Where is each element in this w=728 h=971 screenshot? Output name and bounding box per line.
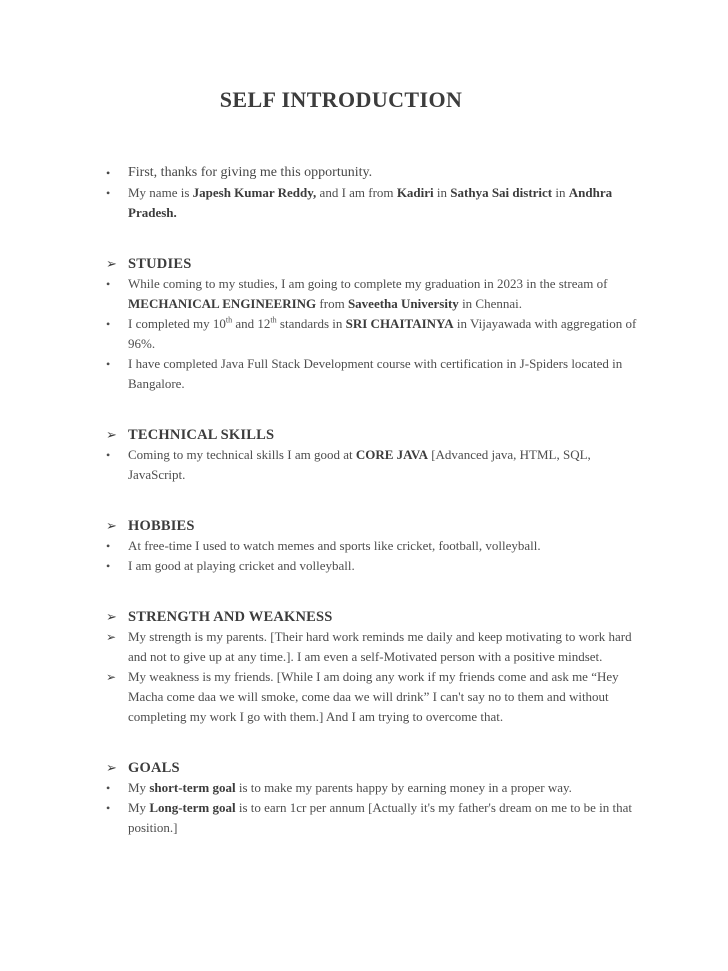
- dot-bullet-icon: •: [106, 539, 111, 553]
- list-item: [106, 163, 651, 183]
- list-item: [106, 183, 651, 223]
- section-heading-label: STUDIES: [128, 256, 192, 272]
- section-goals: [106, 758, 651, 838]
- dot-bullet-icon: •: [106, 781, 111, 795]
- document-content: [106, 163, 651, 838]
- section-heading: [106, 607, 651, 627]
- document-title: SELF INTRODUCTION: [219, 87, 463, 112]
- arrow-bullet-icon: ➢: [106, 760, 117, 775]
- text-segment: I have completed Java Full Stack Development course with certification in J-Spiders located in Bangalore.: [128, 356, 623, 391]
- text-segment: Kadiri: [396, 185, 434, 200]
- text-segment: in Chennai.: [458, 296, 522, 311]
- text-segment: and 12: [232, 316, 271, 331]
- text-segment: is to earn 1cr per annum [Actually it's my father's dream on me to be in that position.]: [128, 800, 632, 835]
- item-text: [128, 556, 645, 576]
- dot-bullet-icon: •: [106, 317, 111, 331]
- intro-list: [106, 163, 651, 223]
- list-item: [106, 354, 651, 394]
- section-heading-label: STRENGTH AND WEAKNESS: [128, 609, 333, 625]
- item-text: [128, 778, 645, 798]
- dot-bullet-icon: •: [106, 559, 111, 573]
- text-segment: th: [225, 315, 233, 325]
- section-studies: [106, 254, 651, 394]
- text-segment: Japesh Kumar Reddy,: [192, 185, 317, 200]
- text-segment: My name is: [128, 185, 193, 200]
- list-item: [106, 536, 651, 556]
- arrow-bullet-icon: ➢: [106, 518, 117, 533]
- section-hobbies: [106, 516, 651, 576]
- section-heading: [106, 758, 651, 778]
- text-segment: SRI CHAITAINYA: [345, 316, 454, 331]
- list-item: [106, 314, 651, 354]
- section-heading-label: GOALS: [128, 760, 180, 776]
- arrow-bullet-icon: ➢: [106, 427, 117, 442]
- text-segment: I am good at playing cricket and volleyball.: [128, 558, 355, 573]
- text-segment: [Advanced java, HTML, SQL, JavaScript.: [128, 447, 591, 482]
- item-text: [128, 445, 645, 485]
- dot-bullet-icon: •: [106, 277, 111, 291]
- text-segment: MECHANICAL ENGINEERING: [128, 296, 317, 311]
- item-text: [128, 274, 645, 314]
- text-segment: in: [552, 185, 569, 200]
- arrow-bullet-icon: ➢: [106, 670, 117, 684]
- item-text: [128, 667, 645, 727]
- item-text: [128, 798, 645, 838]
- item-text: [128, 536, 645, 556]
- text-segment: standards in: [276, 316, 346, 331]
- section-heading-label: TECHNICAL SKILLS: [128, 427, 275, 443]
- item-text: [128, 163, 645, 183]
- section-heading: [106, 254, 651, 274]
- section-strength-and-weakness: [106, 607, 651, 727]
- item-text: [128, 183, 645, 223]
- arrow-bullet-icon: ➢: [106, 256, 117, 271]
- text-segment: While coming to my studies, I am going to complete my graduation in 2023 in the stream of: [128, 276, 608, 291]
- text-segment: Saveetha University: [347, 296, 459, 311]
- list-item: [106, 778, 651, 798]
- item-text: [128, 314, 645, 354]
- text-segment: First, thanks for giving me this opportunity.: [128, 165, 373, 180]
- sections-container: [106, 254, 651, 838]
- section-technical-skills: [106, 425, 651, 485]
- dot-bullet-icon: •: [106, 801, 111, 815]
- section-heading: [106, 425, 651, 445]
- item-text: [128, 354, 645, 394]
- arrow-bullet-icon: ➢: [106, 630, 117, 644]
- text-segment: I completed my 10: [128, 316, 226, 331]
- dot-bullet-icon: •: [106, 186, 111, 200]
- list-item: [106, 556, 651, 576]
- text-segment: At free-time I used to watch memes and sports like cricket, football, volleyball.: [128, 538, 541, 553]
- dot-bullet-icon: •: [106, 448, 111, 462]
- text-segment: My strength is my parents. [Their hard work reminds me daily and keep motivating to work hard and not to give up at any time.]. I am even a self-Motivated person with a positive mindset.: [128, 629, 632, 664]
- text-segment: Coming to my technical skills I am good at: [128, 447, 356, 462]
- section-heading-label: HOBBIES: [128, 518, 195, 534]
- list-item: [106, 667, 651, 727]
- text-segment: from: [316, 296, 348, 311]
- list-item: [106, 798, 651, 838]
- text-segment: is to make my parents happy by earning money in a proper way.: [235, 780, 572, 795]
- text-segment: short-term goal: [149, 780, 236, 795]
- text-segment: Sathya Sai district: [450, 185, 553, 200]
- list-item: [106, 274, 651, 314]
- text-segment: and I am from: [316, 185, 397, 200]
- text-segment: CORE JAVA: [355, 447, 428, 462]
- list-item: [106, 627, 651, 667]
- section-heading: [106, 516, 651, 536]
- item-text: [128, 627, 645, 667]
- text-segment: My weakness is my friends. [While I am doing any work if my friends come and ask me “Hey Macha come daa we will smoke, come daa we will drink” I can't say no to them and without completing my work I go with them.] And I am trying to overcome that.: [128, 669, 619, 724]
- text-segment: My: [128, 800, 150, 815]
- text-segment: Long-term goal: [149, 800, 236, 815]
- text-segment: Andhra Pradesh.: [128, 185, 613, 220]
- text-segment: in Vijayawada with aggregation of 96%.: [128, 316, 637, 351]
- list-item: [106, 445, 651, 485]
- text-segment: in: [433, 185, 451, 200]
- dot-bullet-icon: •: [106, 166, 111, 180]
- text-segment: th: [270, 315, 277, 325]
- text-segment: My: [128, 780, 150, 795]
- arrow-bullet-icon: ➢: [106, 609, 117, 624]
- dot-bullet-icon: •: [106, 357, 111, 371]
